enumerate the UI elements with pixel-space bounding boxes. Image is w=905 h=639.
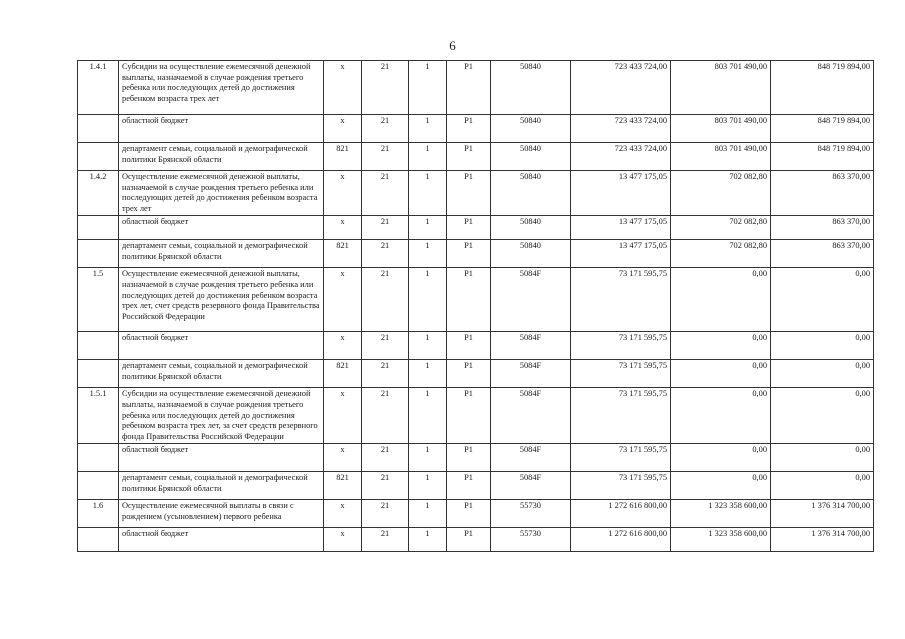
cs-direction-code: 55730: [491, 500, 571, 528]
rz-code: 21: [362, 388, 409, 444]
cs-direction-code: 5084F: [491, 444, 571, 472]
grbs-code: х: [324, 268, 362, 332]
cs-direction-code: 5084F: [491, 388, 571, 444]
grbs-code: 821: [324, 472, 362, 500]
cs-direction-code: 5084F: [491, 332, 571, 360]
table-row: [78, 240, 874, 268]
cs-direction-code: 5084F: [491, 472, 571, 500]
cs-program-code: P1: [447, 268, 491, 332]
row-name: областной бюджет: [119, 528, 324, 552]
pr-code: 1: [409, 360, 447, 388]
table-row: [78, 528, 874, 552]
pr-code: 1: [409, 528, 447, 552]
cs-program-code: P1: [447, 444, 491, 472]
row-name: Осуществление ежемесячной выплаты в связи с рождением (усыновлением) первого ребенка: [119, 500, 324, 528]
grbs-code: 821: [324, 240, 362, 268]
row-number: 1.4.2: [78, 171, 119, 216]
grbs-code: х: [324, 171, 362, 216]
grbs-code: 821: [324, 143, 362, 171]
amount-year-1: 73 171 595,75: [571, 268, 671, 332]
rz-code: 21: [362, 171, 409, 216]
amount-year-1: 73 171 595,75: [571, 472, 671, 500]
cs-program-code: P1: [447, 528, 491, 552]
cs-program-code: P1: [447, 500, 491, 528]
row-number: [78, 528, 119, 552]
amount-year-3: 1 376 314 700,00: [771, 500, 874, 528]
grbs-code: х: [324, 528, 362, 552]
amount-year-2: 702 082,80: [671, 240, 771, 268]
amount-year-3: 0,00: [771, 332, 874, 360]
table-row: [78, 388, 874, 444]
row-number: [78, 472, 119, 500]
table-row: [78, 472, 874, 500]
amount-year-3: 1 376 314 700,00: [771, 528, 874, 552]
amount-year-3: 0,00: [771, 388, 874, 444]
cs-program-code: P1: [447, 171, 491, 216]
rz-code: 21: [362, 360, 409, 388]
cs-program-code: P1: [447, 332, 491, 360]
table-row: [78, 268, 874, 332]
pr-code: 1: [409, 115, 447, 143]
table-row: [78, 171, 874, 216]
amount-year-3: 0,00: [771, 360, 874, 388]
amount-year-1: 73 171 595,75: [571, 332, 671, 360]
rz-code: 21: [362, 61, 409, 115]
row-name: Субсидии на осуществление ежемесячной денежной выплаты, назначаемой в случае рождения третьего ребенка или последующих детей до достижения ребенком возраста трех лет: [119, 61, 324, 115]
amount-year-2: 0,00: [671, 268, 771, 332]
amount-year-2: 702 082,80: [671, 171, 771, 216]
pr-code: 1: [409, 216, 447, 240]
table-row: [78, 444, 874, 472]
amount-year-3: 863 370,00: [771, 171, 874, 216]
pr-code: 1: [409, 500, 447, 528]
cs-program-code: P1: [447, 115, 491, 143]
cs-direction-code: 50840: [491, 61, 571, 115]
amount-year-2: 803 701 490,00: [671, 115, 771, 143]
page-number: 6: [449, 38, 456, 53]
budget-table: [77, 60, 874, 552]
row-number: [78, 360, 119, 388]
row-name: областной бюджет: [119, 332, 324, 360]
amount-year-2: 0,00: [671, 444, 771, 472]
rz-code: 21: [362, 115, 409, 143]
amount-year-1: 723 433 724,00: [571, 143, 671, 171]
cs-direction-code: 5084F: [491, 268, 571, 332]
grbs-code: х: [324, 444, 362, 472]
amount-year-2: 803 701 490,00: [671, 61, 771, 115]
cs-program-code: P1: [447, 61, 491, 115]
amount-year-3: 863 370,00: [771, 240, 874, 268]
table-row: [78, 360, 874, 388]
amount-year-1: 13 477 175,05: [571, 240, 671, 268]
amount-year-3: 0,00: [771, 472, 874, 500]
grbs-code: х: [324, 332, 362, 360]
row-number: [78, 216, 119, 240]
row-name: департамент семьи, социальной и демографической политики Брянской области: [119, 240, 324, 268]
cs-direction-code: 50840: [491, 240, 571, 268]
cs-direction-code: 50840: [491, 216, 571, 240]
table-row: [78, 332, 874, 360]
row-name: Субсидии на осуществление ежемесячной денежной выплаты, назначаемой в случае рождения третьего ребенка или последующих детей до достижения ребенком возраста трех лет, за счет средств резервного фонда Правительства Российской Федерации: [119, 388, 324, 444]
rz-code: 21: [362, 500, 409, 528]
grbs-code: х: [324, 61, 362, 115]
row-number: 1.4.1: [78, 61, 119, 115]
row-number: [78, 332, 119, 360]
row-name: областной бюджет: [119, 115, 324, 143]
rz-code: 21: [362, 332, 409, 360]
cs-program-code: P1: [447, 472, 491, 500]
row-name: Осуществление ежемесячной денежной выплаты, назначаемой в случае рождения третьего ребенка или последующих детей до достижения ребенком возраста трех лет: [119, 171, 324, 216]
cs-direction-code: 50840: [491, 115, 571, 143]
amount-year-2: 1 323 358 600,00: [671, 528, 771, 552]
amount-year-1: 1 272 616 800,00: [571, 528, 671, 552]
amount-year-2: 0,00: [671, 332, 771, 360]
pr-code: 1: [409, 388, 447, 444]
rz-code: 21: [362, 216, 409, 240]
amount-year-1: 73 171 595,75: [571, 360, 671, 388]
pr-code: 1: [409, 332, 447, 360]
amount-year-2: 0,00: [671, 388, 771, 444]
amount-year-3: 848 719 894,00: [771, 61, 874, 115]
pr-code: 1: [409, 143, 447, 171]
cs-program-code: P1: [447, 240, 491, 268]
amount-year-3: 848 719 894,00: [771, 143, 874, 171]
row-number: [78, 444, 119, 472]
table-row: [78, 216, 874, 240]
row-name: областной бюджет: [119, 444, 324, 472]
pr-code: 1: [409, 171, 447, 216]
cs-program-code: P1: [447, 360, 491, 388]
grbs-code: х: [324, 388, 362, 444]
amount-year-2: 702 082,80: [671, 216, 771, 240]
cs-program-code: P1: [447, 388, 491, 444]
pr-code: 1: [409, 240, 447, 268]
rz-code: 21: [362, 268, 409, 332]
grbs-code: х: [324, 216, 362, 240]
table-row: [78, 115, 874, 143]
row-name: областной бюджет: [119, 216, 324, 240]
cs-direction-code: 55730: [491, 528, 571, 552]
row-name: департамент семьи, социальной и демографической политики Брянской области: [119, 472, 324, 500]
amount-year-3: 848 719 894,00: [771, 115, 874, 143]
rz-code: 21: [362, 472, 409, 500]
row-number: 1.5: [78, 268, 119, 332]
amount-year-2: 1 323 358 600,00: [671, 500, 771, 528]
amount-year-1: 13 477 175,05: [571, 216, 671, 240]
cs-direction-code: 50840: [491, 143, 571, 171]
rz-code: 21: [362, 444, 409, 472]
grbs-code: 821: [324, 360, 362, 388]
row-number: [78, 143, 119, 171]
row-name: департамент семьи, социальной и демографической политики Брянской области: [119, 143, 324, 171]
row-name: Осуществление ежемесячной денежной выплаты, назначаемой в случае рождения третьего ребенка или последующих детей до достижения ребенком возраста трех лет, счет средств резервного фонда Правительства Российской Федерации: [119, 268, 324, 332]
amount-year-2: 0,00: [671, 360, 771, 388]
amount-year-3: 0,00: [771, 444, 874, 472]
amount-year-1: 73 171 595,75: [571, 388, 671, 444]
cs-program-code: P1: [447, 216, 491, 240]
grbs-code: х: [324, 500, 362, 528]
amount-year-3: 863 370,00: [771, 216, 874, 240]
rz-code: 21: [362, 143, 409, 171]
amount-year-1: 723 433 724,00: [571, 61, 671, 115]
table-row: [78, 143, 874, 171]
amount-year-3: 0,00: [771, 268, 874, 332]
row-name: департамент семьи, социальной и демографической политики Брянской области: [119, 360, 324, 388]
rz-code: 21: [362, 240, 409, 268]
row-number: [78, 240, 119, 268]
grbs-code: х: [324, 115, 362, 143]
rz-code: 21: [362, 528, 409, 552]
amount-year-1: 13 477 175,05: [571, 171, 671, 216]
amount-year-1: 723 433 724,00: [571, 115, 671, 143]
table-row: [78, 500, 874, 528]
pr-code: 1: [409, 444, 447, 472]
amount-year-1: 73 171 595,75: [571, 444, 671, 472]
row-number: 1.6: [78, 500, 119, 528]
amount-year-1: 1 272 616 800,00: [571, 500, 671, 528]
cs-direction-code: 5084F: [491, 360, 571, 388]
pr-code: 1: [409, 268, 447, 332]
table-row: [78, 61, 874, 115]
row-number: [78, 115, 119, 143]
amount-year-2: 803 701 490,00: [671, 143, 771, 171]
pr-code: 1: [409, 472, 447, 500]
cs-program-code: P1: [447, 143, 491, 171]
row-number: 1.5.1: [78, 388, 119, 444]
cs-direction-code: 50840: [491, 171, 571, 216]
amount-year-2: 0,00: [671, 472, 771, 500]
pr-code: 1: [409, 61, 447, 115]
